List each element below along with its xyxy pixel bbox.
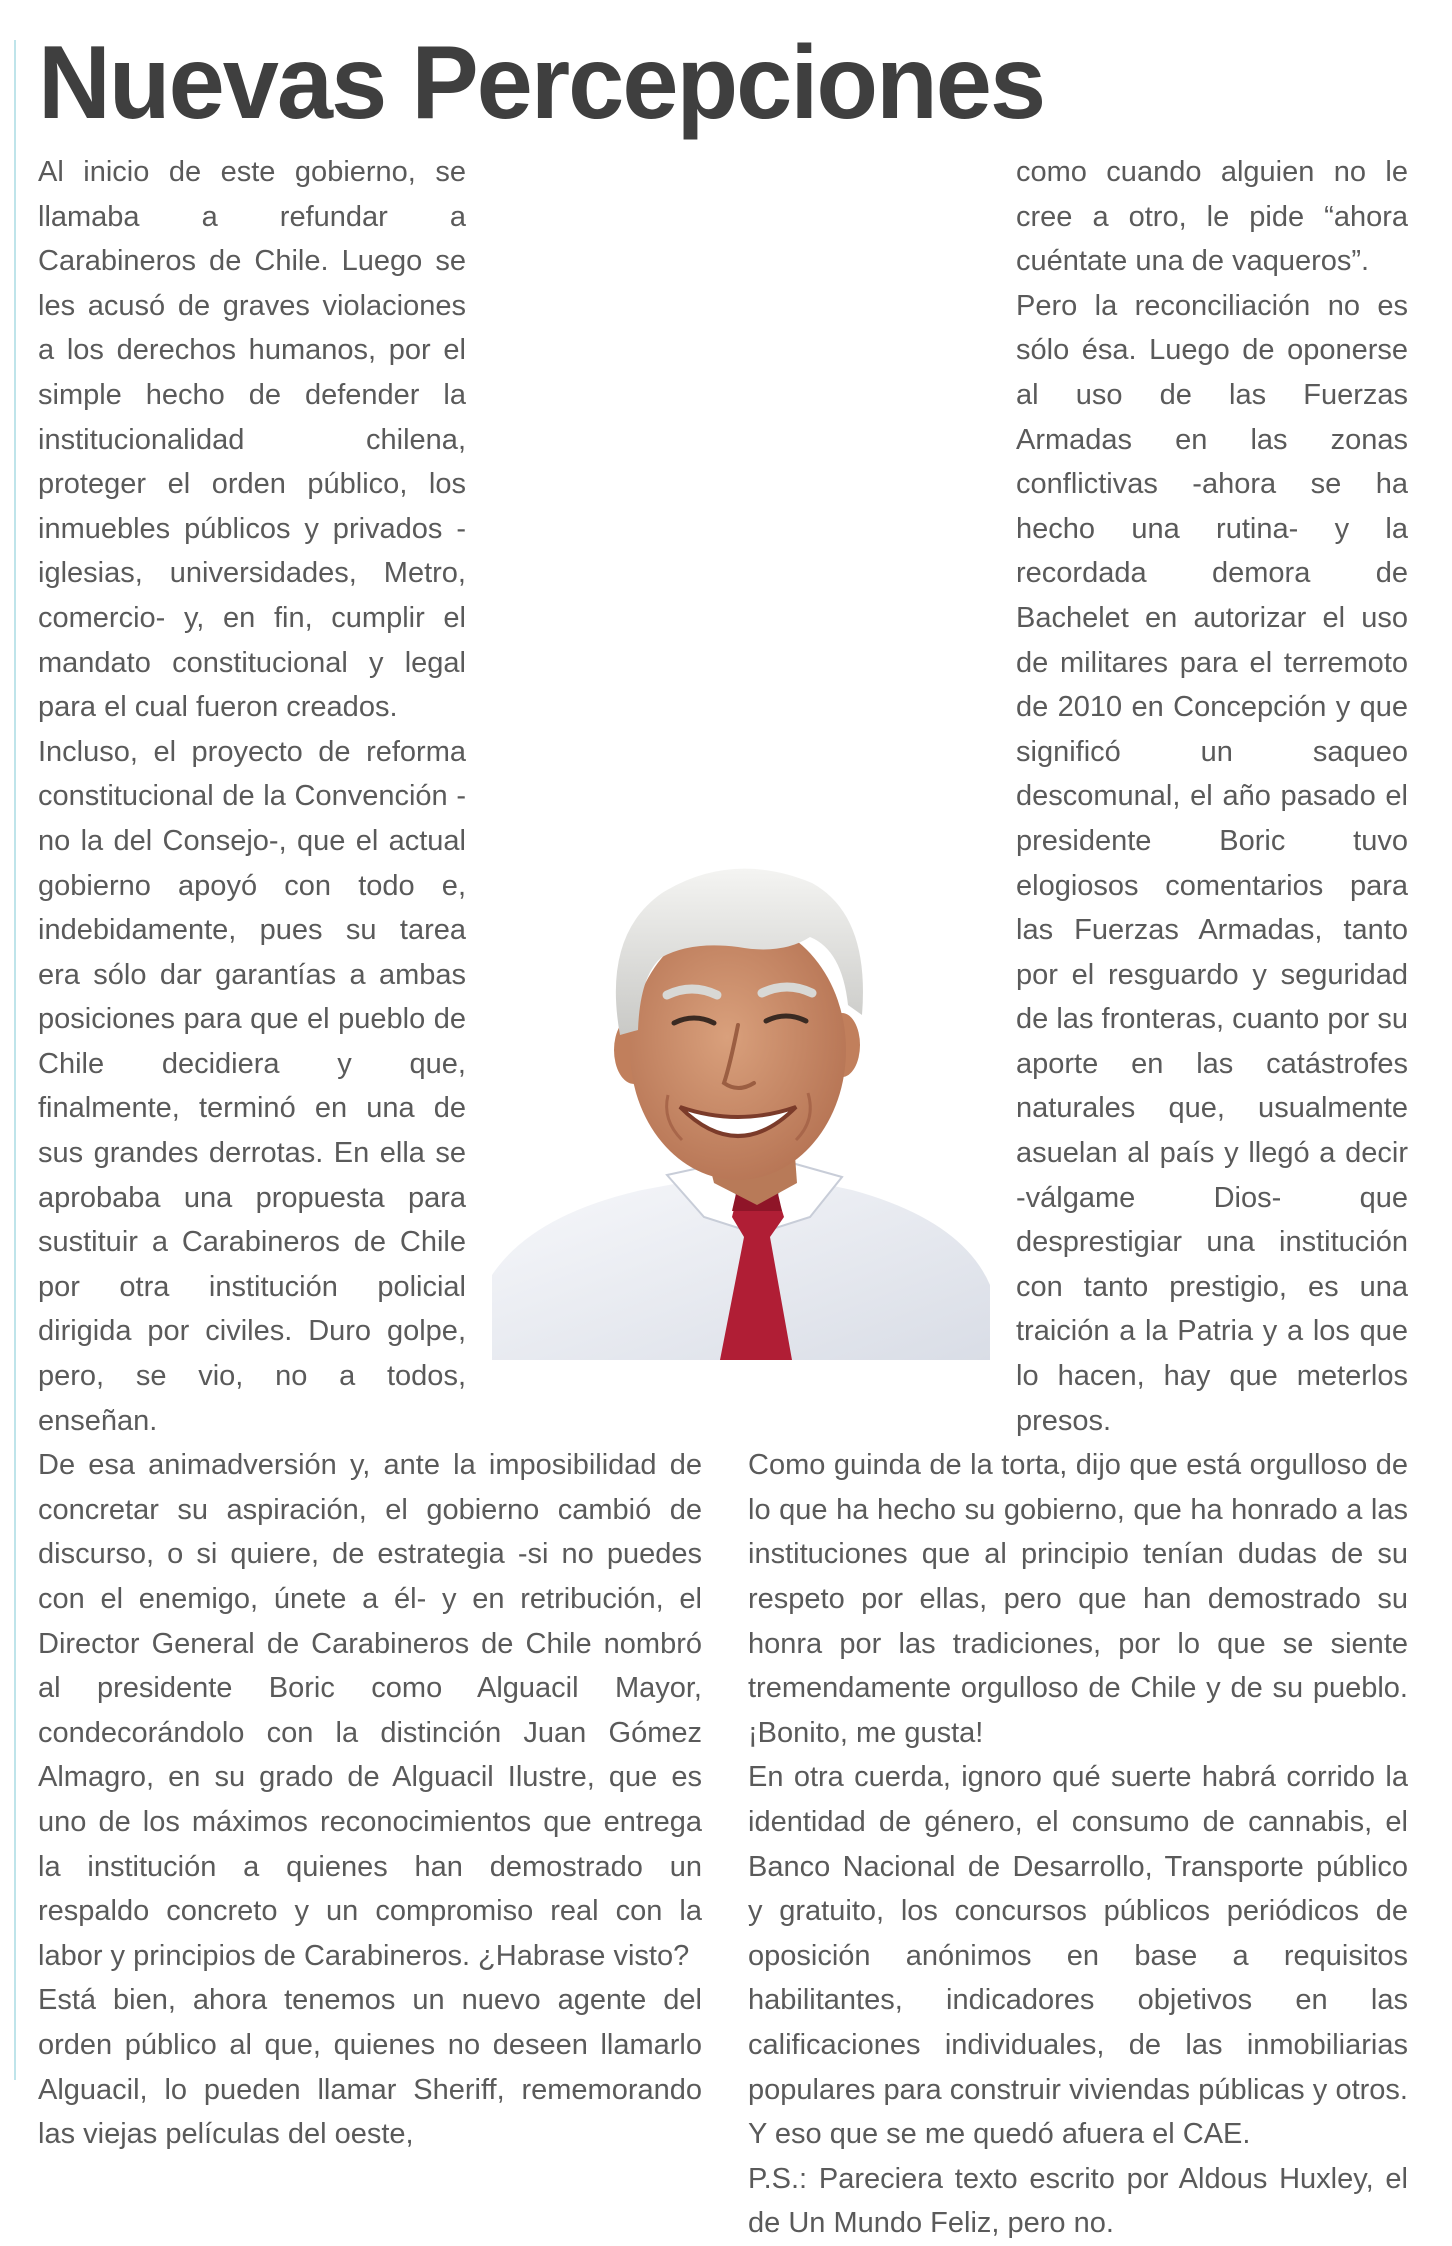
- author-photo: [492, 845, 990, 1360]
- paragraph: Está bien, ahora tenemos un nuevo agente del orden público al que, quienes no deseen llamarlo Alguacil, lo pueden llamar Sheriff, rememorando las viejas películas del oeste,: [38, 1984, 702, 2151]
- paragraph: P.S.: Pareciera texto escrito por Aldous Huxley, el de Un Mundo Feliz, pero no.: [748, 2162, 1408, 2240]
- margin-rule: [14, 40, 16, 2080]
- paragraph: En otra cuerda, ignoro qué suerte habrá corrido la identidad de género, el consumo de cannabis, el Banco Nacional de Desarrollo, Transporte público y gratuito, los concursos públicos periódicos de oposición anónimos en base a requisitos habilitantes, indicadores objetivos en las calificaciones individuales, de las inmobiliarias populares para construir viviendas públicas y otros. Y eso que se me quedó afuera el CAE.: [748, 1761, 1408, 2151]
- face: [630, 920, 846, 1180]
- paragraph: Al inicio de este gobierno, se llamaba a refundar a Carabineros de Chile. Luego se les acusó de graves violaciones a los derechos humanos, por el simple hecho de defender la institucionalidad chilena, proteger el orden público, los inmuebles públicos y privados -iglesias, universidades, Metro, comercio- y, en fin, cumplir el mandato constitucional y legal para el cual fueron creados.: [38, 156, 466, 724]
- paragraph: Pero la reconciliación no es sólo ésa. Luego de oponerse al uso de las Fuerzas Armadas en las zonas conflictivas -ahora se ha hecho una rutina- y la recordada demora de Bachelet en autorizar el uso de militares para el terremoto de 2010 en Concepción y que significó un saqueo descomunal, el año pasado el presidente Boric tuvo elogiosos comentarios para las Fuerzas Armadas, tanto por el resguardo y seguridad de las fronteras, cuanto por su aporte en las catástrofes naturales que, usualmente asuelan al país y llegó a decir -válgame Dios- que desprestigiar una institución con tanto prestigio, es una traición a la Patria y a los que lo hacen, hay que meterlos presos.: [1016, 289, 1408, 1437]
- article-title: Nuevas Percepciones: [38, 25, 1045, 141]
- paragraph: Incluso, el proyecto de reforma constitucional de la Convención -no la del Consejo-, que el actual gobierno apoyó con todo e, indebidamente, pues su tarea era sólo dar garantías a ambas posiciones para que el pueblo de Chile decidiera y que, finalmente, terminó en una de sus grandes derrotas. En ella se aprobaba una propuesta para sustituir a Carabineros de Chile por otra institución policial dirigida por civiles. Duro golpe, pero, se vio, no a todos, enseñan.: [38, 735, 466, 1437]
- paragraph: como cuando alguien no le cree a otro, le pide “ahora cuéntate una de vaqueros”.: [1016, 156, 1408, 278]
- paragraph: Como guinda de la torta, dijo que está orgulloso de lo que ha hecho su gobierno, que ha honrado a las instituciones que al principio tenían dudas de su respeto por ellas, pero que han demostrado su honra por las tradiciones, por lo que se siente tremendamente orgulloso de Chile y de su pueblo. ¡Bonito, me gusta!: [748, 1449, 1408, 1749]
- paragraph: De esa animadversión y, ante la imposibilidad de concretar su aspiración, el gobierno cambió de discurso, o si quiere, de estrategia -si no puedes con el enemigo, únete a él- y en retribución, el Director General de Carabineros de Chile nombró al presidente Boric como Alguacil Mayor, condecorándolo con la distinción Juan Gómez Almagro, en su grado de Alguacil Ilustre, que es uno de los máximos reconocimientos que entrega la institución a quienes han demostrado un respaldo concreto y un compromiso real con la labor y principios de Carabineros. ¿Habrase visto?: [38, 1449, 702, 1972]
